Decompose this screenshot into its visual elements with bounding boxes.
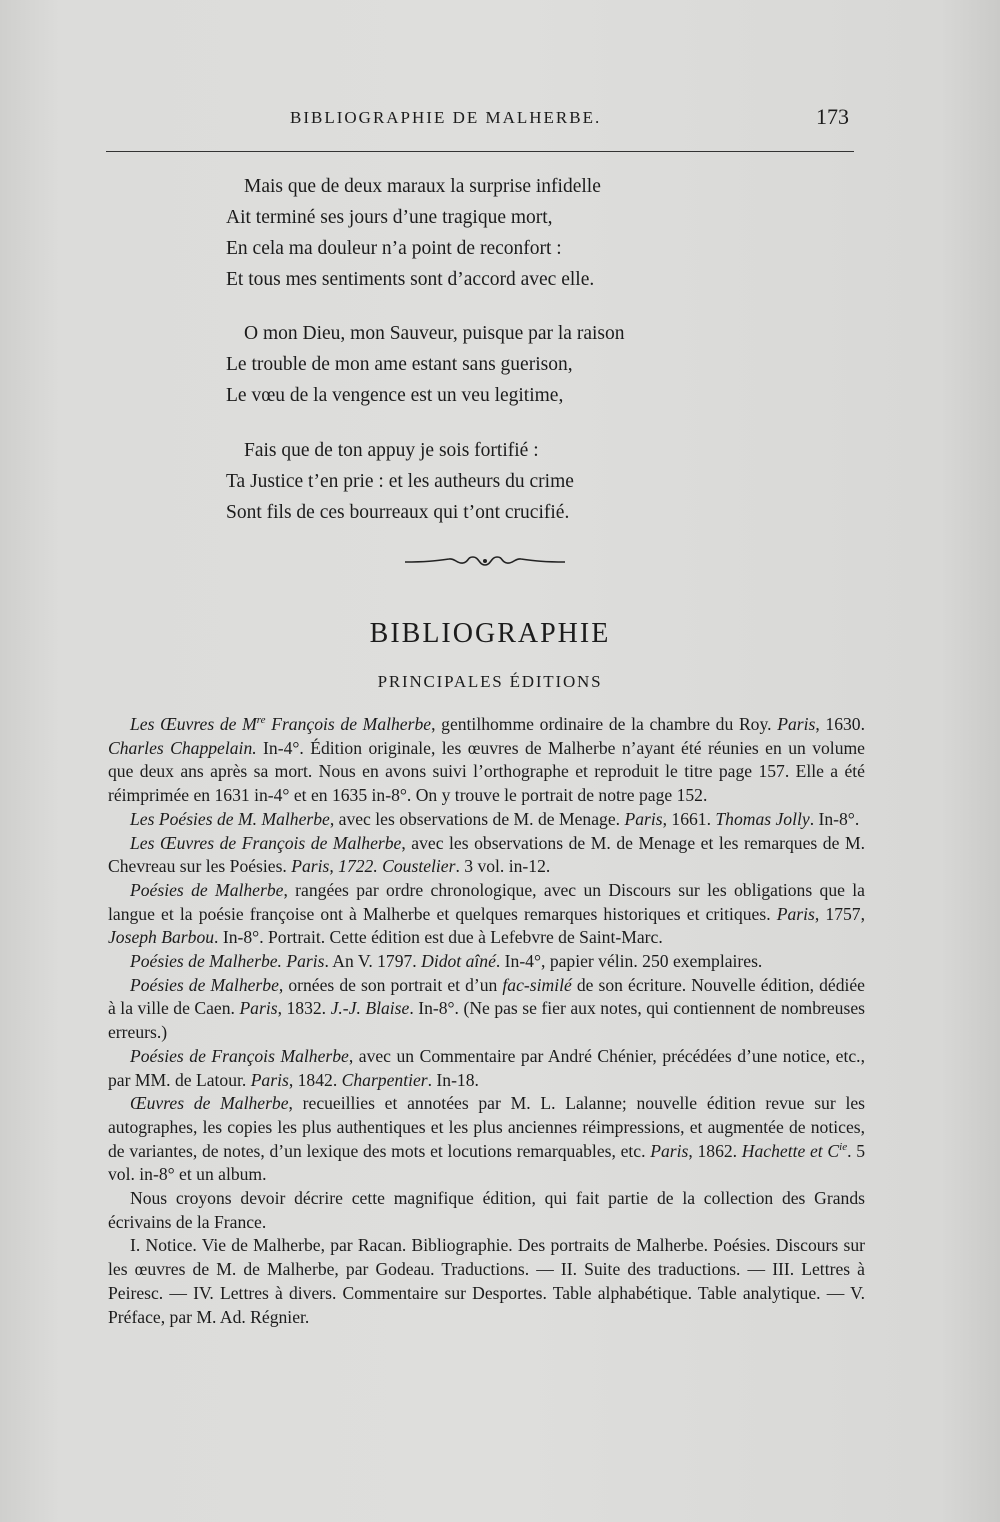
bibliography-entry: Les Poésies de M. Malherbe, avec les observations de M. de Menage. Paris, 1661. Thomas Jolly. In-8°.	[130, 808, 860, 829]
page-number: 173	[816, 104, 849, 129]
bibliography-list	[108, 713, 865, 1329]
poem-stanza-2	[226, 318, 624, 411]
bibliography-entry: Poésies de Malherbe. Paris. An V. 1797. Didot aîné. In-4°, papier vélin. 250 exemplaires.	[130, 951, 763, 972]
section-title: BIBLIOGRAPHIE	[369, 618, 611, 649]
poem-line: Et tous mes sentiments sont d’accord avec elle.	[226, 269, 595, 290]
bibliography-entry: Poésies de Malherbe, rangées par ordre chronologique, avec un Discours sur les obligations que la langue et la poésie françoise ont à Malherbe et quelques remarques historiques et critiques. Paris, 1757, Joseph Barbou. In-8°. Portrait. Cette édition est due à Lefebvre de Saint-Marc.	[108, 879, 865, 948]
poem-line: Ta Justice t’en prie : et les autheurs du crime	[226, 471, 574, 492]
ornament-divider-icon	[405, 553, 565, 569]
bibliography-paragraph: Nous croyons devoir décrire cette magnifique édition, qui fait partie de la collection des Grands écrivains de la France.	[108, 1188, 865, 1232]
bibliography-entry: Poésies de François Malherbe, avec un Commentaire par André Chénier, précédées d’une notice, etc., par MM. de Latour. Paris, 1842. Charpentier. In-18.	[108, 1045, 865, 1090]
poem-line: Le vœu de la vengence est un veu legitime,	[226, 385, 564, 406]
bibliography-paragraph: I. Notice. Vie de Malherbe, par Racan. Bibliographie. Des portraits de Malherbe. Poésies. Discours sur les œuvres de M. de Malherbe, par Godeau. Traductions. — II. Suite des traductions. — III. Lettres à Peiresc. — IV. Lettres à divers. Commentaire sur Desportes. Table alphabétique. Table analytique. — V. Préface, par M. Ad. Régnier.	[108, 1235, 865, 1327]
poem-line: Le trouble de mon ame estant sans guerison,	[226, 354, 573, 375]
poem-stanza-3	[226, 435, 574, 528]
bibliography-entry: Les Œuvres de Mre François de Malherbe, gentilhomme ordinaire de la chambre du Roy. Paris, 1630. Charles Chappelain. In-4°. Édition originale, les œuvres de Malherbe n’ayant été réunies en un volume que deux ans après sa mort. Nous en avons suivi l’orthographe et reproduit le titre page 157. Elle a été réimprimée en 1631 in-4° et en 1635 in-8°. On y trouve le portrait de notre page 152.	[108, 714, 865, 806]
poem-line: Fais que de ton appuy je sois fortifié :	[244, 440, 539, 461]
running-head: BIBLIOGRAPHIE DE MALHERBE.	[290, 108, 602, 127]
header-rule	[106, 151, 854, 152]
section-subtitle: PRINCIPALES ÉDITIONS	[377, 672, 603, 691]
poem-line: En cela ma douleur n’a point de reconfort :	[226, 238, 562, 259]
poem-line: Mais que de deux maraux la surprise infidelle	[244, 176, 601, 197]
poem-line: O mon Dieu, mon Sauveur, puisque par la raison	[244, 323, 625, 344]
poem-line: Ait terminé ses jours d’une tragique mort,	[226, 207, 553, 228]
bibliography-entry: Poésies de Malherbe, ornées de son portrait et d’un fac-similé de son écriture. Nouvelle édition, dédiée à la ville de Caen. Paris, 1832. J.-J. Blaise. In-8°. (Ne pas se fier aux notes, qui contiennent de nombreuses erreurs.)	[108, 974, 865, 1043]
poem-line: Sont fils de ces bourreaux qui t’ont crucifié.	[226, 502, 570, 523]
bibliography-entry: Les Œuvres de François de Malherbe, avec les observations de M. de Menage et les remarques de M. Chevreau sur les Poésies. Paris, 1722. Coustelier. 3 vol. in-12.	[108, 832, 865, 877]
poem-stanza-1	[226, 171, 601, 295]
bibliography-entry: Œuvres de Malherbe, recueillies et annotées par M. L. Lalanne; nouvelle édition revue sur les autographes, les copies les plus authentiques et les plus anciennes réimpressions, et augmentée de notices, de variantes, de notes, d’un lexique des mots et locutions remarquables, etc. Paris, 1862. Hachette et $C^{ie}$. 5 vol. in-8° et un album.	[108, 1093, 866, 1185]
